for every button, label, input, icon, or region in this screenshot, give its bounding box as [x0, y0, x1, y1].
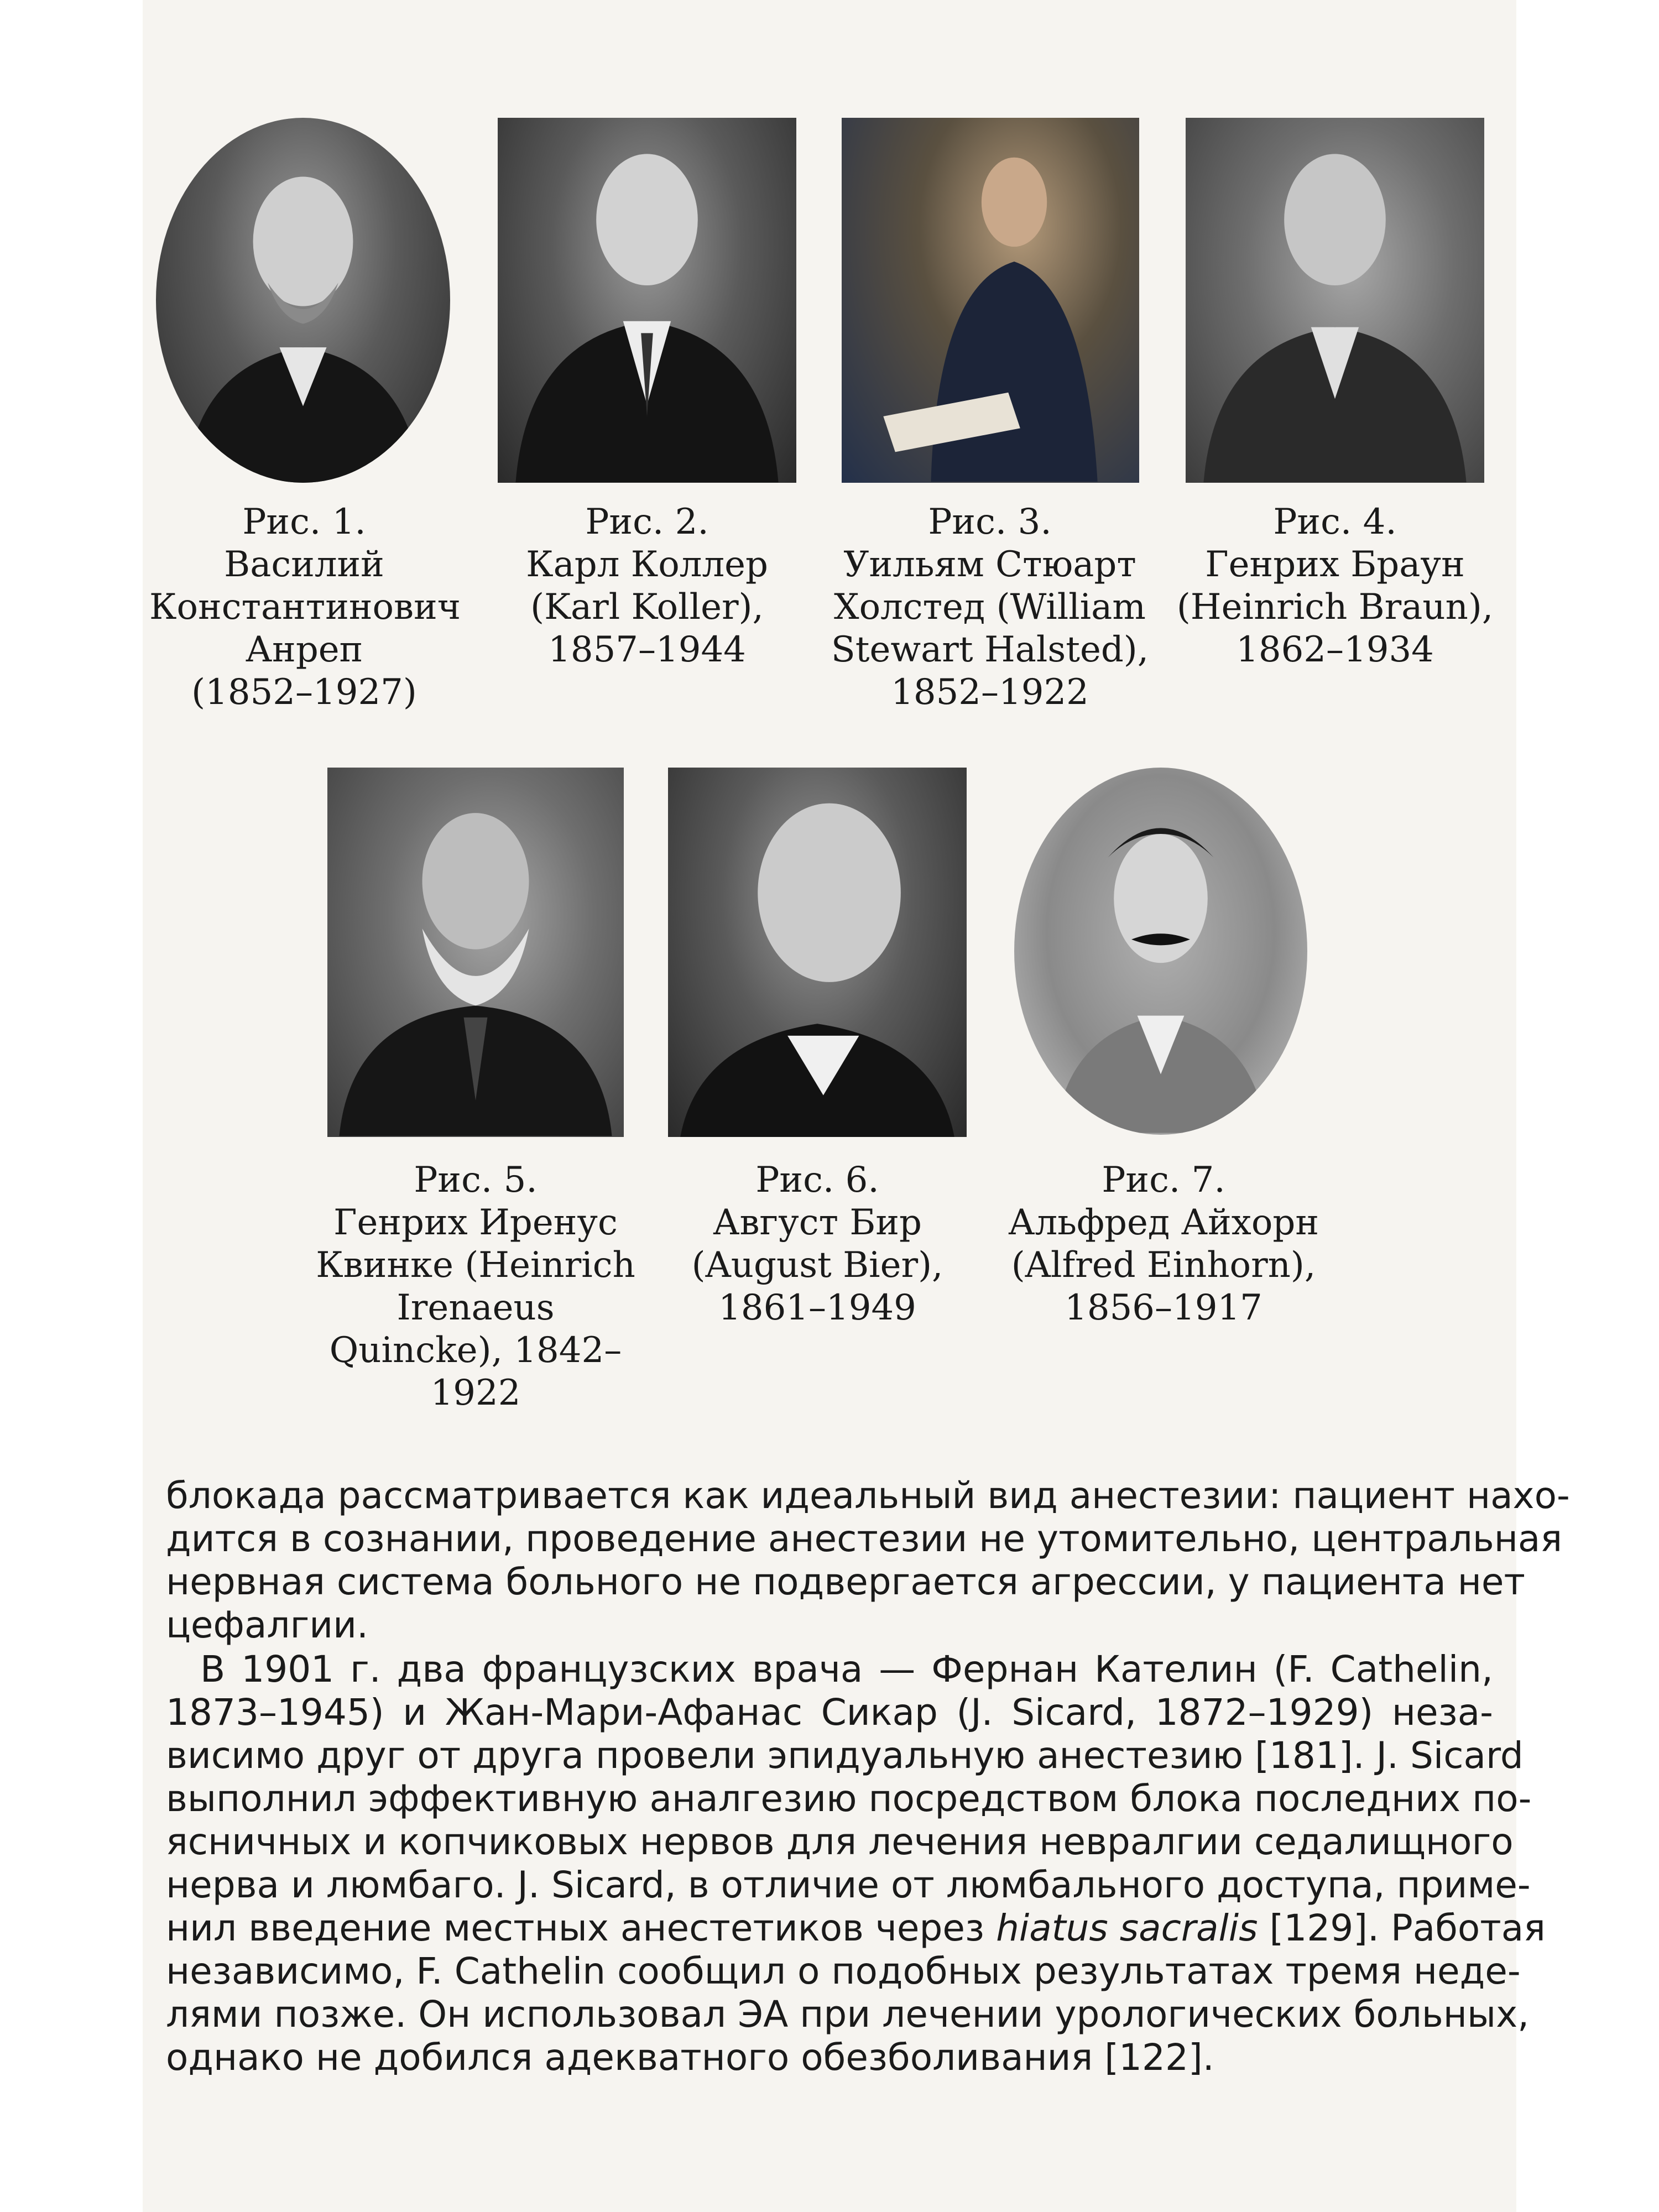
text-line: лями позже. Он использовал ЭА при лечении урологических больных, — [166, 1993, 1530, 2036]
caption-line: Irenaeus — [397, 1287, 555, 1328]
caption-line: Stewart Halsted), — [831, 629, 1149, 670]
caption-line: (Karl Koller), — [530, 587, 764, 628]
text-line: независимо, F. Cathelin сообщил о подобных результатах тремя неде- — [166, 1950, 1521, 1992]
text-line-italic — [166, 1907, 1546, 1950]
caption-line: Альфред Айхорн — [1008, 1202, 1319, 1243]
caption-line: Уильям Стюарт — [843, 544, 1136, 585]
caption-fig-7 — [992, 1159, 1335, 1329]
portrait-photo-icon — [668, 768, 967, 1137]
text-line: выполнил эффективную аналгезию посредством блока последних по- — [166, 1777, 1532, 1820]
portrait-photo-icon — [498, 118, 796, 483]
caption-line: (August Bier), — [691, 1245, 943, 1286]
caption-fig-3 — [818, 501, 1161, 714]
text-run: нил введение местных анестетиков через — [166, 1907, 997, 1949]
caption-line: Квинке (Heinrich — [316, 1245, 635, 1286]
caption-fig-5 — [310, 1159, 641, 1415]
portrait-fig-3 — [842, 118, 1139, 483]
text-line: нерва и люмбаго. J. Sicard, в отличие от люмбального доступа, приме- — [166, 1864, 1531, 1906]
italic-term: hiatus sacralis — [996, 1907, 1258, 1949]
caption-line: 1861–1949 — [718, 1287, 916, 1328]
caption-fig-1 — [149, 501, 459, 714]
caption-line: Рис. 5. — [414, 1160, 538, 1201]
caption-line: Константинович — [149, 587, 461, 628]
caption-line: Рис. 1. — [242, 502, 366, 542]
text-line: блокада рассматривается как идеальный вид анестезии: пациент нахо- — [166, 1474, 1570, 1517]
portrait-fig-2 — [498, 118, 796, 483]
caption-line: Рис. 7. — [1102, 1160, 1225, 1201]
caption-line: Генрих Иренус — [333, 1202, 618, 1243]
text-line: однако не добился адекватного обезболивания [122]. — [166, 2036, 1214, 2079]
paragraph-1 — [166, 1474, 1570, 1647]
caption-line: (Alfred Einhorn), — [1011, 1245, 1316, 1286]
text-line: 1873–1945) и Жан-Мари-Афанас Сикар (J. Sicard, 1872–1929) неза- — [166, 1691, 1493, 1734]
caption-fig-6 — [651, 1159, 983, 1329]
portrait-fig-6 — [668, 768, 967, 1137]
caption-fig-2 — [487, 501, 807, 671]
caption-line: Август Бир — [713, 1202, 922, 1243]
portrait-photo-icon — [327, 768, 624, 1137]
text-run: [129]. Работая — [1258, 1907, 1546, 1949]
caption-line: Карл Коллер — [526, 544, 768, 585]
caption-fig-4 — [1169, 501, 1501, 671]
caption-line: (1852–1927) — [191, 672, 417, 713]
caption-line: Анреп — [245, 629, 363, 670]
paragraph-2 — [166, 1648, 1546, 2079]
portrait-fig-4 — [1186, 118, 1484, 483]
text-line: нервная система больного не подвергается агрессии, у пациента нет — [166, 1561, 1525, 1603]
portrait-painting-icon — [842, 118, 1139, 483]
caption-line: Рис. 6. — [755, 1160, 879, 1201]
caption-line: 1922 — [430, 1373, 521, 1413]
portrait-photo-icon — [1186, 118, 1484, 483]
caption-line: (Heinrich Braun), — [1176, 587, 1494, 628]
caption-line: Рис. 2. — [585, 502, 709, 542]
text-line: В 1901 г. два французских врача — Фернан Кателин (F. Cathelin, — [200, 1648, 1493, 1691]
text-line: дится в сознании, проведение анестезии не утомительно, центральная — [166, 1517, 1563, 1560]
portrait-photo-icon — [156, 118, 450, 483]
caption-line: Рис. 3. — [928, 502, 1052, 542]
caption-line: 1856–1917 — [1065, 1287, 1262, 1328]
portrait-fig-1 — [156, 118, 450, 483]
caption-line: 1852–1922 — [891, 672, 1089, 713]
portrait-photo-icon — [1014, 768, 1307, 1135]
caption-line: Василий — [224, 544, 384, 585]
text-line: ясничных и копчиковых нервов для лечения невралгии седалищного — [166, 1820, 1514, 1863]
caption-line: Quincke), 1842– — [329, 1330, 622, 1371]
caption-line: 1862–1934 — [1236, 629, 1434, 670]
caption-line: 1857–1944 — [548, 629, 746, 670]
caption-line: Холстед (William — [834, 587, 1146, 628]
portrait-fig-5 — [327, 768, 624, 1137]
text-line: цефалгии. — [166, 1604, 369, 1646]
text-line: висимо друг от друга провели эпидуальную анестезию [181]. J. Sicard — [166, 1734, 1524, 1777]
portrait-fig-7 — [1014, 768, 1307, 1135]
caption-line: Рис. 4. — [1273, 502, 1397, 542]
caption-line: Генрих Браун — [1205, 544, 1465, 585]
